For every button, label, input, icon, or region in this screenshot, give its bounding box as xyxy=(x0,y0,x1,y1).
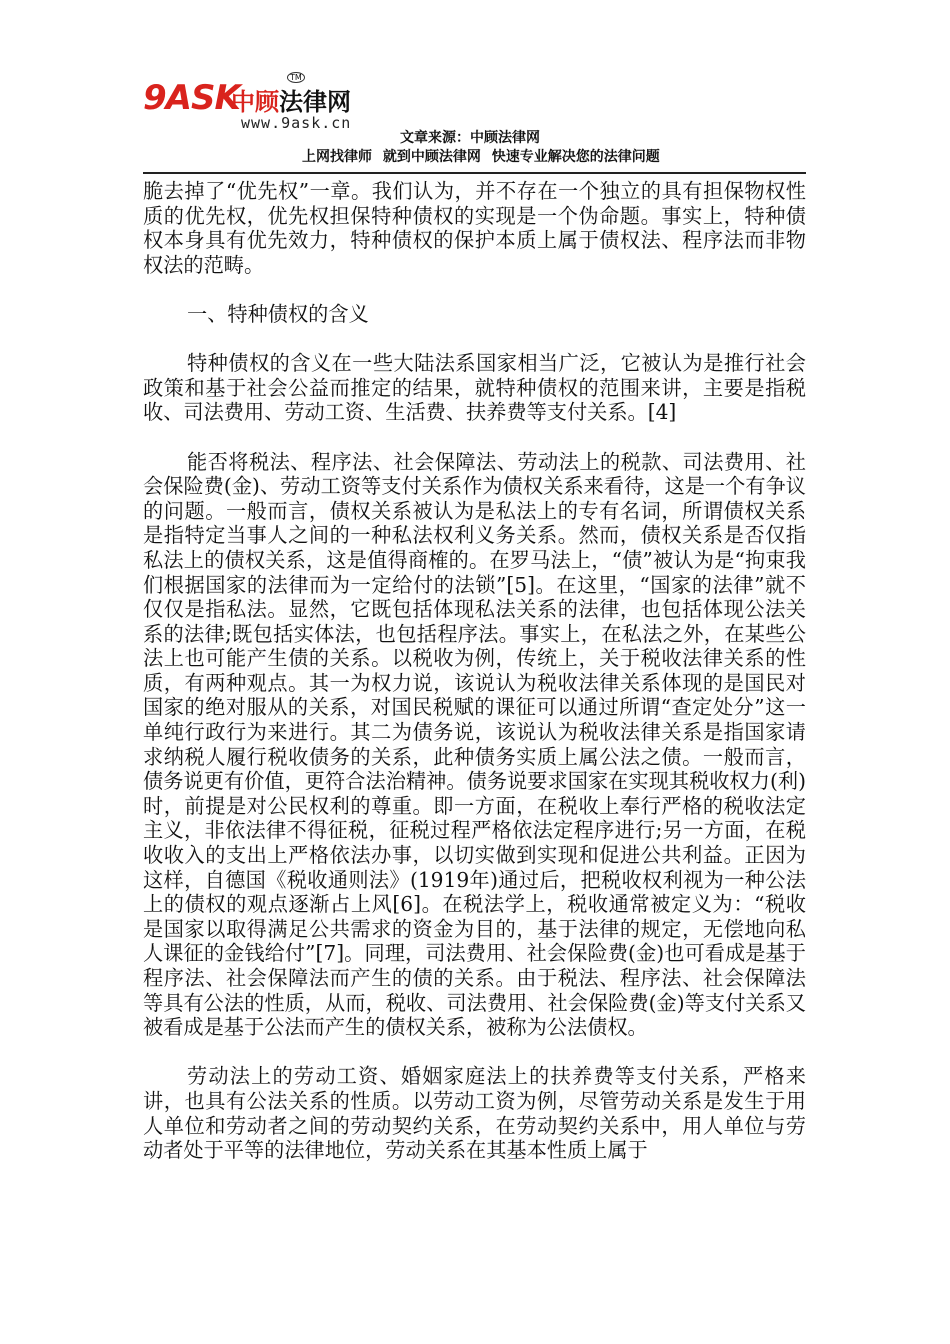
logo-brand-prefix: 中顾 xyxy=(231,88,279,116)
site-logo[interactable] xyxy=(143,72,403,136)
header-divider xyxy=(143,172,806,174)
logo-mark: 9ASK xyxy=(143,78,240,118)
paragraph-continued: 脆去掉了“优先权”一章。我们认为，并不存在一个独立的具有担保物权性质的优先权，优先权担保特种债权的实现是一个伪命题。事实上，特种债权本身具有优先效力，特种债权的保护本质上属于债权法、程序法而非物权法的范畴。 xyxy=(143,179,806,277)
site-tagline: 上网找律师 就到中顾法律网 快速专业解决您的法律问题 xyxy=(302,149,660,165)
logo-brand-suffix: 法律网 xyxy=(279,88,351,116)
logo-url: www.9ask.cn xyxy=(241,114,352,132)
trademark-icon: TM xyxy=(287,72,305,83)
article-source: 文章来源：中顾法律网 xyxy=(400,130,540,146)
paragraph: 劳动法上的劳动工资、婚姻家庭法上的扶养费等支付关系，严格来讲，也具有公法关系的性质。以劳动工资为例，尽管劳动关系是发生于用人单位和劳动者之间的劳动契约关系，在劳动契约关系中，用人单位与劳动者处于平等的法律地位，劳动关系在其基本性质上属于 xyxy=(143,1064,806,1163)
section-heading: 一、特种债权的含义 xyxy=(187,301,369,326)
page-header xyxy=(0,0,950,180)
logo-brand xyxy=(231,82,351,117)
article-body xyxy=(143,179,806,1187)
paragraph: 特种债权的含义在一些大陆法系国家相当广泛，它被认为是推行社会政策和基于社会公益而推定的结果，就特种债权的范围来讲，主要是指税收、司法费用、劳动工资、生活费、扶养费等支付关系。[4] xyxy=(143,351,806,425)
paragraph: 能否将税法、程序法、社会保障法、劳动法上的税款、司法费用、社会保险费(金)、劳动工资等支付关系作为债权关系来看待，这是一个有争议的问题。一般而言，债权关系被认为是私法上的专有名词，所谓债权关系是指特定当事人之间的一种私法权利义务关系。然而，债权关系是否仅指私法上的债权关系，这是值得商榷的。在罗马法上，“债”被认为是“拘束我们根据国家的法律而为一定给付的法锁”[5]。在这里，“国家的法律”就不仅仅是指私法。显然，它既包括体现私法关系的法律，也包括体现公法关系的法律;既包括实体法，也包括程序法。事实上，在私法之外，在某些公法上也可能产生债的关系。以税收为例，传统上，关于税收法律关系的性质，有两种观点。其一为权力说，该说认为税收法律关系体现的是国民对国家的绝对服从的关系，对国民税赋的课征可以通过所谓“查定处分”这一单纯行政行为来进行。其二为债务说，该说认为税收法律关系是指国家请求纳税人履行税收债务的关系，此种债务实质上属公法之债。一般而言，债务说更有价值，更符合法治精神。债务说要求国家在实现其税收权力(利)时，前提是对公民权利的尊重。即一方面，在税收上奉行严格的税收法定主义，非依法律不得征税，征税过程严格依法定程序进行;另一方面，在税收收入的支出上严格依法办事，以切实做到实现和促进公共利益。正因为这样，自德国《税收通则法》(1919年)通过后，把税收权利视为一种公法上的债权的观点逐渐占上风[6]。在税法学上，税收通常被定义为：“税收是国家以取得满足公共需求的资金为目的，基于法律的规定，无偿地向私人课征的金钱给付”[7]。同理，司法费用、社会保险费(金)也可看成是基于程序法、社会保障法而产生的债的关系。由于税法、程序法、社会保障法等具有公法的性质，从而，税收、司法费用、社会保险费(金)等支付关系又被看成是基于公法而产生的债权关系，被称为公法债权。 xyxy=(143,449,806,1040)
